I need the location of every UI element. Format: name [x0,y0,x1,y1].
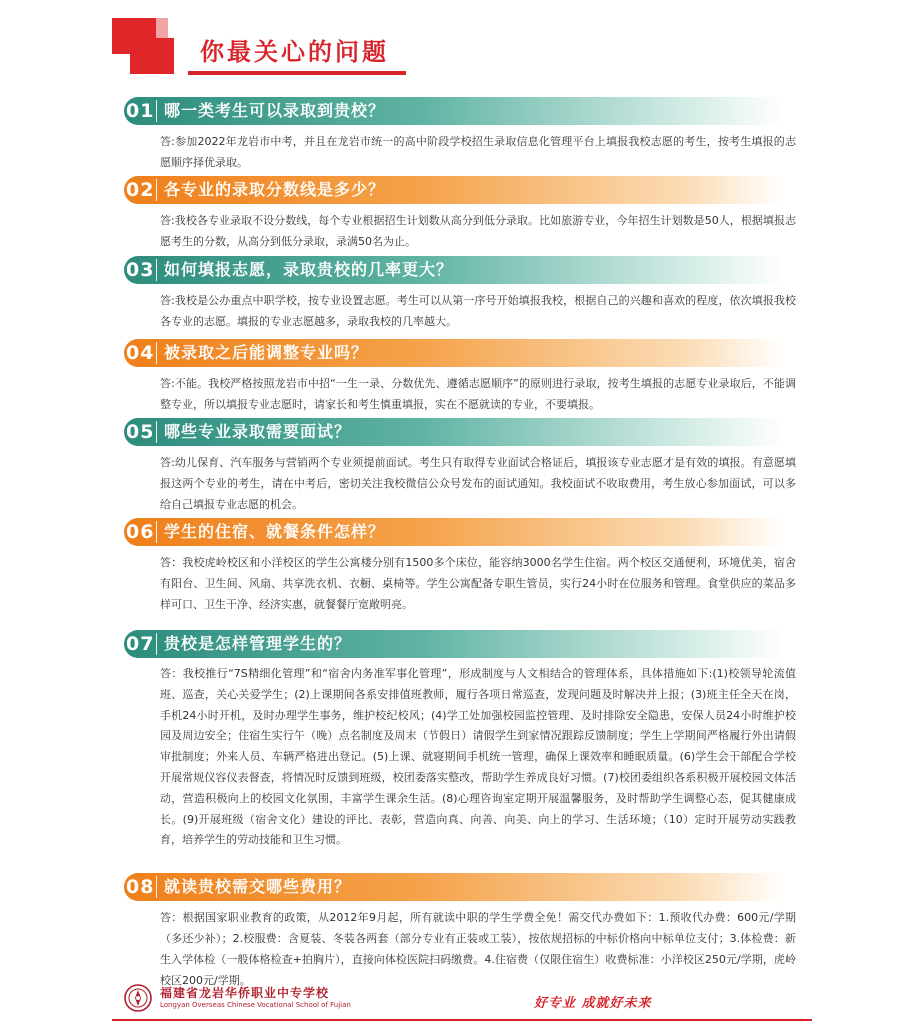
question-number: 04 [126,342,155,364]
question-bar [124,518,784,546]
corner-decoration [156,38,174,74]
faq-item-01 [124,97,804,173]
question-number: 05 [126,421,155,443]
title-underline [188,71,406,75]
faq-item-06 [124,518,804,615]
faq-item-02 [124,176,804,252]
faq-item-03 [124,256,804,332]
answer-text: 答：我校虎岭校区和小洋校区的学生公寓楼分别有1500多个床位，能容纳3000名学生住宿。两个校区交通便利，环境优美，宿舍有阳台、卫生间、风扇、共享洗衣机、衣橱、桌椅等。学生公寓配备专职生管员，实行24小时在位服务和管理。食堂供应的菜品多样可口、卫生干净、经济实惠，就餐餐厅宽敞明亮。 [160,556,796,611]
question-number: 07 [126,633,155,655]
faq-item-05 [124,418,804,515]
footer-divider [112,1019,812,1021]
question-bar [124,873,784,901]
question-text: 就读贵校需交哪些费用？ [164,877,352,896]
question-divider [156,259,157,281]
question-bar [124,256,784,284]
slogan: 好专业 成就好未来 [534,996,652,1011]
answer-text: 答：我校推行“7S精细化管理”和“宿舍内务准军事化管理”，形成制度与人文相结合的管理体系，具体措施如下:(1)校领导轮流值班、巡查，关心关爱学生；(2)上课期间各系安排值班教师，履行各项日常巡查，发现问题及时解决并上报；(3)班主任全天在岗，手机24小时开机，及时办理学生事务，维护校纪校风；(4)学工处加强校园监控管理、及时排除安全隐患，安保人员24小时维护校园及周边安全；住宿生实行午（晚）点名制度及周末（节假日）请假学生到家情况跟踪反馈制度；学生上学期间严格履行外出请假审批制度；外来人员、车辆严格进出登记。(5)上课、就寝期间手机统一管理，确保上课效率和睡眠质量。(6)学生会干部配合学校开展常规仪容仪表督查，将情况时反馈到班级，校团委落实整改，帮助学生养成良好习惯。(7)校团委组织各系积极开展校园文体活动，营造积极向上的校园文化氛围，丰富学生课余生活。(8)心理咨询室定期开展温馨服务，及时帮助学生调整心态，促其健康成长。(9)开展班级（宿舍文化）建设的评比、表彰，营造向真、向善、向美、向上的学习、生活环境；（10）定时开展劳动实践教育，培养学生的劳动技能和卫生习惯。 [160,667,796,847]
question-text: 贵校是怎样管理学生的？ [164,634,352,653]
question-divider [156,342,157,364]
answer-text: 答:我校各专业录取不设分数线，每个专业根据招生计划数从高分到低分录取。比如旅游专业，今年招生计划数是50人，根据填报志愿考生的分数，从高分到低分录取，录满50名为止。 [160,214,796,248]
school-name-english: Longyan Overseas Chinese Vocational School of Fujian [160,1001,351,1009]
question-text: 学生的住宿、就餐条件怎样？ [164,522,386,541]
corner-decoration [130,54,156,74]
question-divider [156,421,157,443]
question-divider [156,876,157,898]
question-number: 02 [126,179,155,201]
answer-text: 答：根据国家职业教育的政策，从2012年9月起，所有就读中职的学生学费全免！需交代办费如下：1.预收代办费：600元/学期（多还少补）；2.校服费：含夏装、冬装各两套（部分专业有正装或工装），按依规招标的中标价格向中标单位支付；3.体检费：新生入学体检（一般体格检查+拍胸片），直接向体检医院扫码缴费。4.住宿费（仅限住宿生）收费标准：小洋校区250元/学期，虎岭校区200元/学期。 [160,911,796,987]
answer-text: 答:我校是公办重点中职学校，按专业设置志愿。考生可以从第一序号开始填报我校，根据自己的兴趣和喜欢的程度，依次填报我校各专业的志愿。填报的专业志愿越多，录取我校的几率越大。 [160,294,796,328]
corner-decoration [156,18,168,38]
corner-decoration [112,18,156,54]
question-text: 哪一类考生可以录取到贵校？ [164,101,386,120]
question-divider [156,179,157,201]
question-divider [156,521,157,543]
school-name: 福建省龙岩华侨职业中专学校 [160,986,330,1000]
question-number: 03 [126,259,155,281]
question-bar [124,418,784,446]
question-text: 被录取之后能调整专业吗？ [164,343,369,362]
question-bar [124,97,784,125]
answer-text: 答:不能。我校严格按照龙岩市中招“一生一录、分数优先、遵循志愿顺序”的原则进行录取，按考生填报的志愿专业录取后，不能调整专业，所以填报专业志愿时，请家长和考生慎重填报，实在不愿就读的专业，不要填报。 [160,377,796,411]
answer-text: 答:参加2022年龙岩市中考，并且在龙岩市统一的高中阶段学校招生录取信息化管理平台上填报我校志愿的考生，按考生填报的志愿顺序择优录取。 [160,135,796,169]
question-text: 如何填报志愿，录取贵校的几率更大？ [164,260,454,279]
faq-item-04 [124,339,804,415]
page-title: 你最关心的问题 [200,38,389,66]
question-text: 哪些专业录取需要面试？ [164,422,352,441]
question-number: 08 [126,876,155,898]
question-divider [156,100,157,122]
answer-text: 答:幼儿保育、汽车服务与营销两个专业须提前面试。考生只有取得专业面试合格证后，填报该专业志愿才是有效的填报。有意愿填报这两个专业的考生，请在中考后，密切关注我校微信公众号发布的面试通知。我校面试不收取费用，考生放心参加面试，可以多给自己填报专业志愿的机会。 [160,456,796,511]
question-divider [156,633,157,655]
faq-item-07 [124,630,804,851]
question-number: 01 [126,100,155,122]
question-bar [124,339,784,367]
faq-item-08 [124,873,804,991]
question-bar [124,630,784,658]
question-bar [124,176,784,204]
school-logo-icon [124,984,152,1012]
question-text: 各专业的录取分数线是多少？ [164,180,386,199]
question-number: 06 [126,521,155,543]
